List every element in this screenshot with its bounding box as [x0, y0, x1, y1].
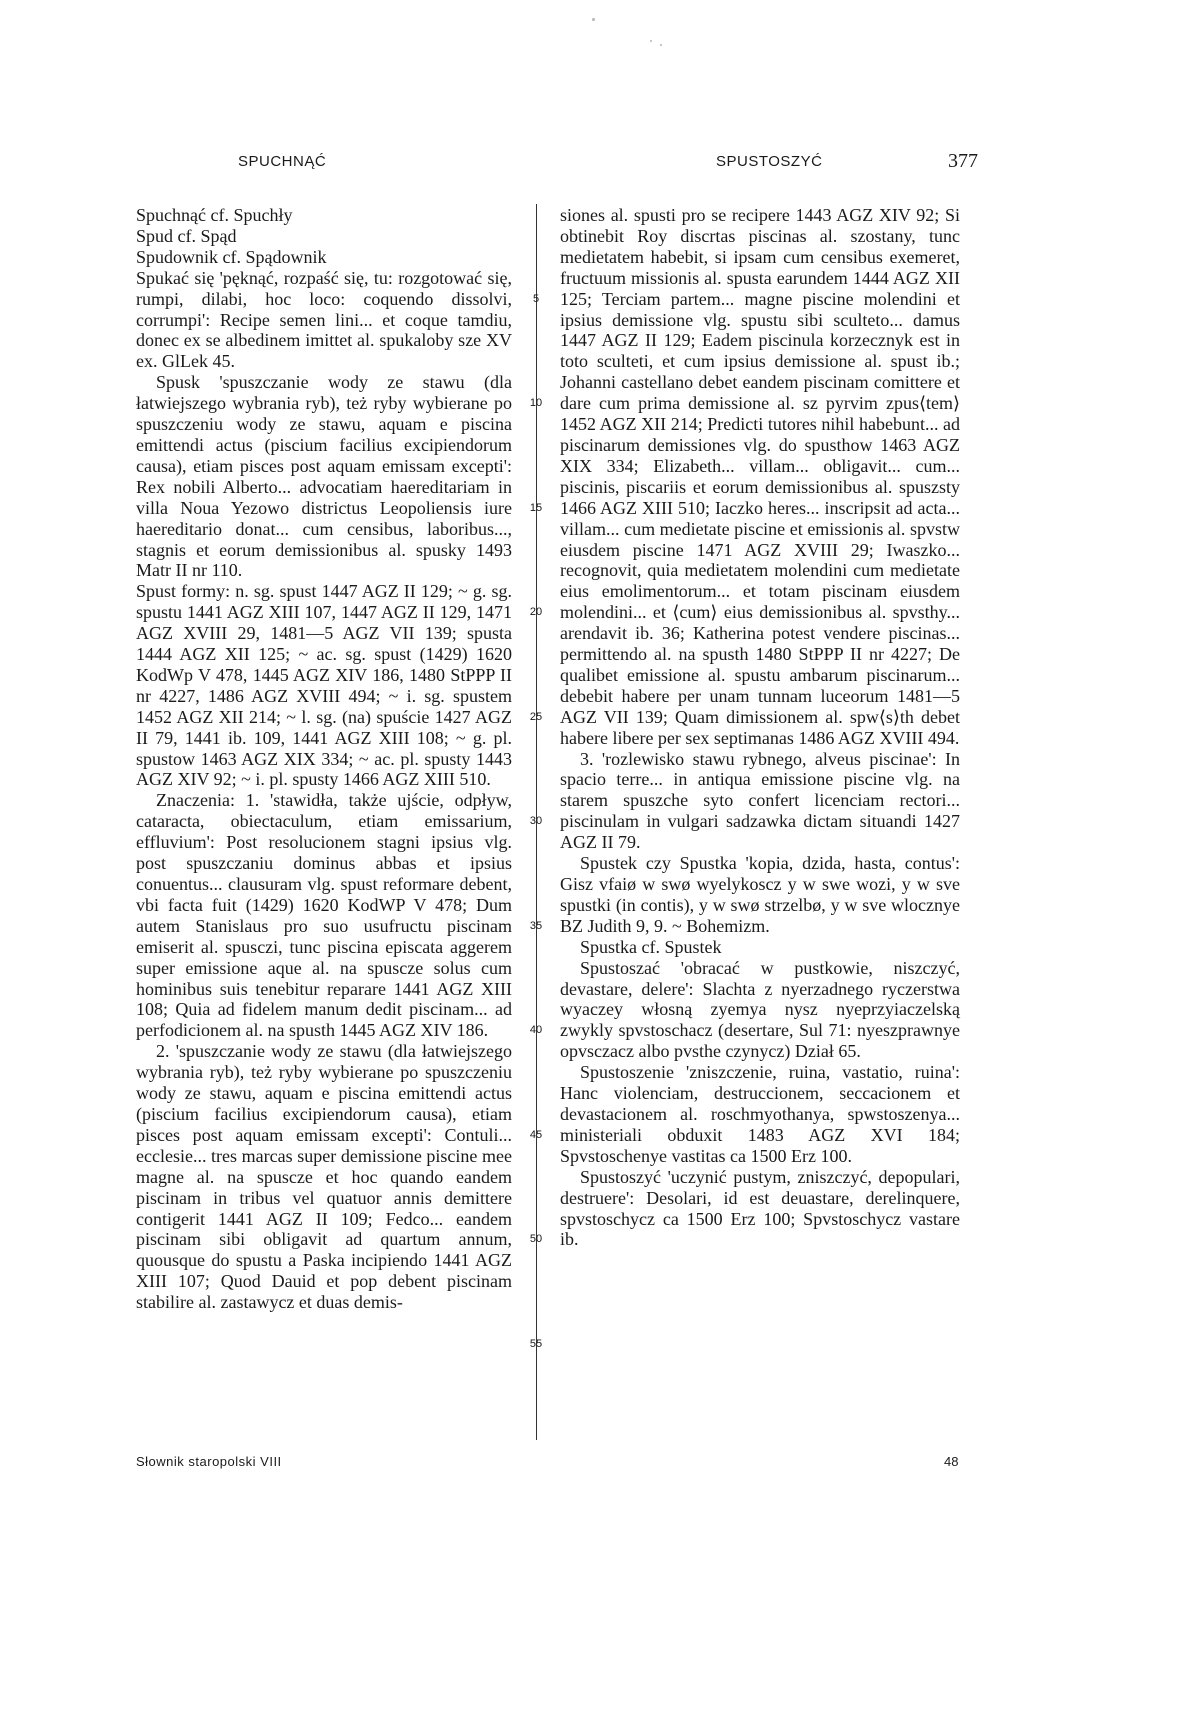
- line-number: 50: [529, 1233, 543, 1246]
- running-head-right: SPUSTOSZYĆ: [716, 153, 823, 170]
- line-number: 5: [532, 292, 540, 305]
- entry-spustek: Spustek czy Spustka 'kopia, dzida, hasta, contus': Gisz vfaiø w swø wyelykoscz y w swe wozi, y w sve spustki (in contis), y w swø strzelbø, y w sve wlocznye BZ Judith 9, 9. ~ Bohemizm.: [560, 853, 960, 936]
- scan-speck: [592, 18, 595, 21]
- footer-sheet-number: 48: [944, 1454, 959, 1469]
- scan-speck: [650, 40, 652, 42]
- entry-spust-sense-3: 3. 'rozlewisko stawu rybnego, alveus piscinae': In spacio terre... in antiqua emissione piscine vlg. na starem spuszche syto confert licenciam rectori... piscinulam in vulgari sadzawka dictam situandi 1427 AGZ II 79.: [560, 748, 960, 853]
- entry-spustka: Spustka cf. Spustek: [580, 936, 722, 957]
- line-number: 35: [529, 919, 543, 932]
- footer-signature: Słownik staropolski VIII: [136, 1454, 282, 1469]
- left-column: [136, 205, 512, 1313]
- line-number: 55: [529, 1337, 543, 1350]
- entry-spust-forms: Spust formy: n. sg. spust 1447 AGZ II 129; ~ g. sg. spustu 1441 AGZ XIII 107, 1447 AGZ II 129, 1471 AGZ XVIII 29, 1481—5 AGZ VII 139; spusta 1444 AGZ XII 125; ~ ac. sg. spust (1429) 1620 KodWp V 478, 1445 AGZ XIV 186, 1480 StPPP II nr 4227, 1486 AGZ XVIII 494; ~ i. sg. spustem 1452 AGZ XII 214; ~ l. sg. (na) spuście 1427 AGZ II 79, 1441 ib. 109, 1441 AGZ XIII 108; ~ g. pl. spustow 1463 AGZ XIX 334; ~ ac. pl. spusty 1443 AGZ XIV 92; ~ i. pl. spusty 1466 AGZ XIII 510.: [136, 581, 512, 790]
- entry-spust-continued: siones al. spusti pro se recipere 1443 AGZ XIV 92; Si obtinebit Roy discrtas piscinas al. szostany, tunc medietatem habebit, si ipsam cum censibus exemeret, fructuum missionis al. spusta earundem 1444 AGZ XII 125; Terciam partem... magne piscine molendini et ipsius demissione vlg. spustu sibi sculteto... damus 1447 AGZ II 129; Eadem piscinula korzecznyk est in toto sculteti, et cum ipsius demissione al. spust ib.; Johanni castellano debet eandem piscinam comittere et dare cum prima demissione al. sz pyrvim zpus⟨tem⟩ 1452 AGZ XII 214; Predicti tutores nihil habebunt... ad piscinarum demissiones vlg. do spusthow 1463 AGZ XIX 334; Elizabeth... villam... obligavit... cum... piscinis, piscariis et eorum demissionibus al. spuszsty 1466 AGZ XIII 510; Iaczko heres... inscripsit ad acta... villam... cum medietate piscine et emissionis al. spvstw eiusdem piscine 1471 AGZ XVIII 29; Iwaszko... recognovit, quia medietatem molendini cum medietate eius emolimentorum... et totam piscinam eiusdem molendini... et ⟨cum⟩ eius demissionibus al. spvsthy... arendavit ib. 36; Katherina potest vendere piscinas... permittendo al. na spusth 1480 StPPP II nr 4227; De qualibet emissione al. spustu ambarum piscinarum... debebit habere per unam tunnam luceorum 1481—5 AGZ VII 139; Quam dimissionem al. spw⟨s⟩th debet habere libere per sex septimanas 1486 AGZ XVIII 494.: [560, 205, 960, 748]
- entry-spustoszyc: Spustoszyć 'uczynić pustym, zniszczyć, depopulari, destruere': Desolari, id est deuastare, derelinquere, spvstoschycz ca 1500 Erz 100; Spvstoschycz vastare ib.: [560, 1166, 960, 1250]
- entry-spustoszenie: Spustoszenie 'zniszczenie, ruina, vastatio, ruina': Hanc violenciam, destruccionem, seccacionem et devastacionem al. roschmyothanya, spwstoszenya... ministeriali obduxit 1483 AGZ XVI 184; Spvstoschenye vastitas ca 1500 Erz 100.: [560, 1062, 960, 1166]
- line-number: 15: [529, 501, 543, 514]
- line-number: 25: [529, 710, 543, 723]
- entry-spust-sense-2: 2. 'spuszczanie wody ze stawu (dla łatwiejszego wybrania ryb), też ryby wybierane po spuszczeniu wody ze stawu, aquam e piscina emittendi actus (piscium facilius excipiendorum causa), etiam pisces post aquam emissam excepti': Contuli... ecclesie... tres marcas super demissione piscine mee magne al. na spuscze et hoc quando eandem piscinam in tribus vel quatuor annis demittere contigerit 1441 AGZ II 109; Fedco... eandem piscinam sibi obligavit ad quartum annum, quousque do spustu a Paska incipiendo 1441 AGZ XIII 107; Quod Dauid et pop debent piscinam stabilire al. zastawycz et duas demis-: [136, 1041, 512, 1313]
- entry-spudownik: Spudownik cf. Spądownik: [136, 246, 327, 267]
- line-number: 10: [529, 397, 543, 410]
- line-number: 30: [529, 815, 543, 828]
- entry-spustoszac: Spustoszać 'obracać w pustkowie, niszczyć, devastare, delere': Slachta z nyerzadnego ryczerstwa wyaczey włosną zyemya nysz nyeprzyiaczelską zwykly spvstoschacz (desertare, Sul 71: nyeszprawnye opvsczacz albo pvsthe czynycz) Dział 65.: [560, 957, 960, 1062]
- page-number: 377: [948, 150, 978, 172]
- running-head-left: SPUCHNĄĆ: [238, 153, 327, 170]
- entry-spuchnac: Spuchnąć cf. Spuchły: [136, 205, 293, 225]
- line-number: 40: [529, 1024, 543, 1037]
- entry-spud: Spud cf. Spąd: [136, 225, 237, 246]
- entry-spusk: Spusk 'spuszczanie wody ze stawu (dla łatwiejszego wybrania ryb), też ryby wybierane po spuszczeniu wody ze stawu, aquam e piscina emittendi actus (piscium facilius excipiendorum causa), etiam pisces post aquam emissam excepti': Rex nobili Alberto... advocatiam haereditariam in villa Noua Yezowo districtus Leopoliensis iure haereditario donat... cum censibus, laboribus..., stagnis et eorum demissionibus al. spusky 1493 Matr II nr 110.: [136, 372, 512, 581]
- scan-speck: [660, 44, 662, 46]
- line-number: 45: [529, 1128, 543, 1141]
- entry-spust-sense-1: Znaczenia: 1. 'stawidła, także ujście, odpływ, cataracta, obiectaculum, etiam emissarium, effluvium': Post resolucionem stagni ipsius vlg. post spuszczaniu dominus abbas et ipsius conuentus... clausuram vlg. spust reformare debent, vbi facta fuit (1429) 1620 KodWP V 478; Dum autem Stanislaus pro suo usufructu piscinam emiserit al. spusczi, tunc piscina episcata aggerem super emissione aque al. na spuscze solus cum hominibus suis tenebitur reparare 1441 AGZ XIII 108; Quia ad fidelem manum dedit piscinam... ad perfodicionem al. na spusth 1445 AGZ XIV 186.: [136, 790, 512, 1041]
- right-column: [560, 205, 960, 1250]
- entry-spukac-sie: Spukać się 'pęknąć, rozpaść się, tu: rozgotować się, rumpi, dilabi, hoc loco: coquendo dissolvi, corrumpi': Recipe semen lini... et coque tamdiu, donec ex se albedinem imittet al. spukaloby sze XV ex. GlLek 45.: [136, 267, 512, 372]
- line-number: 20: [529, 606, 543, 619]
